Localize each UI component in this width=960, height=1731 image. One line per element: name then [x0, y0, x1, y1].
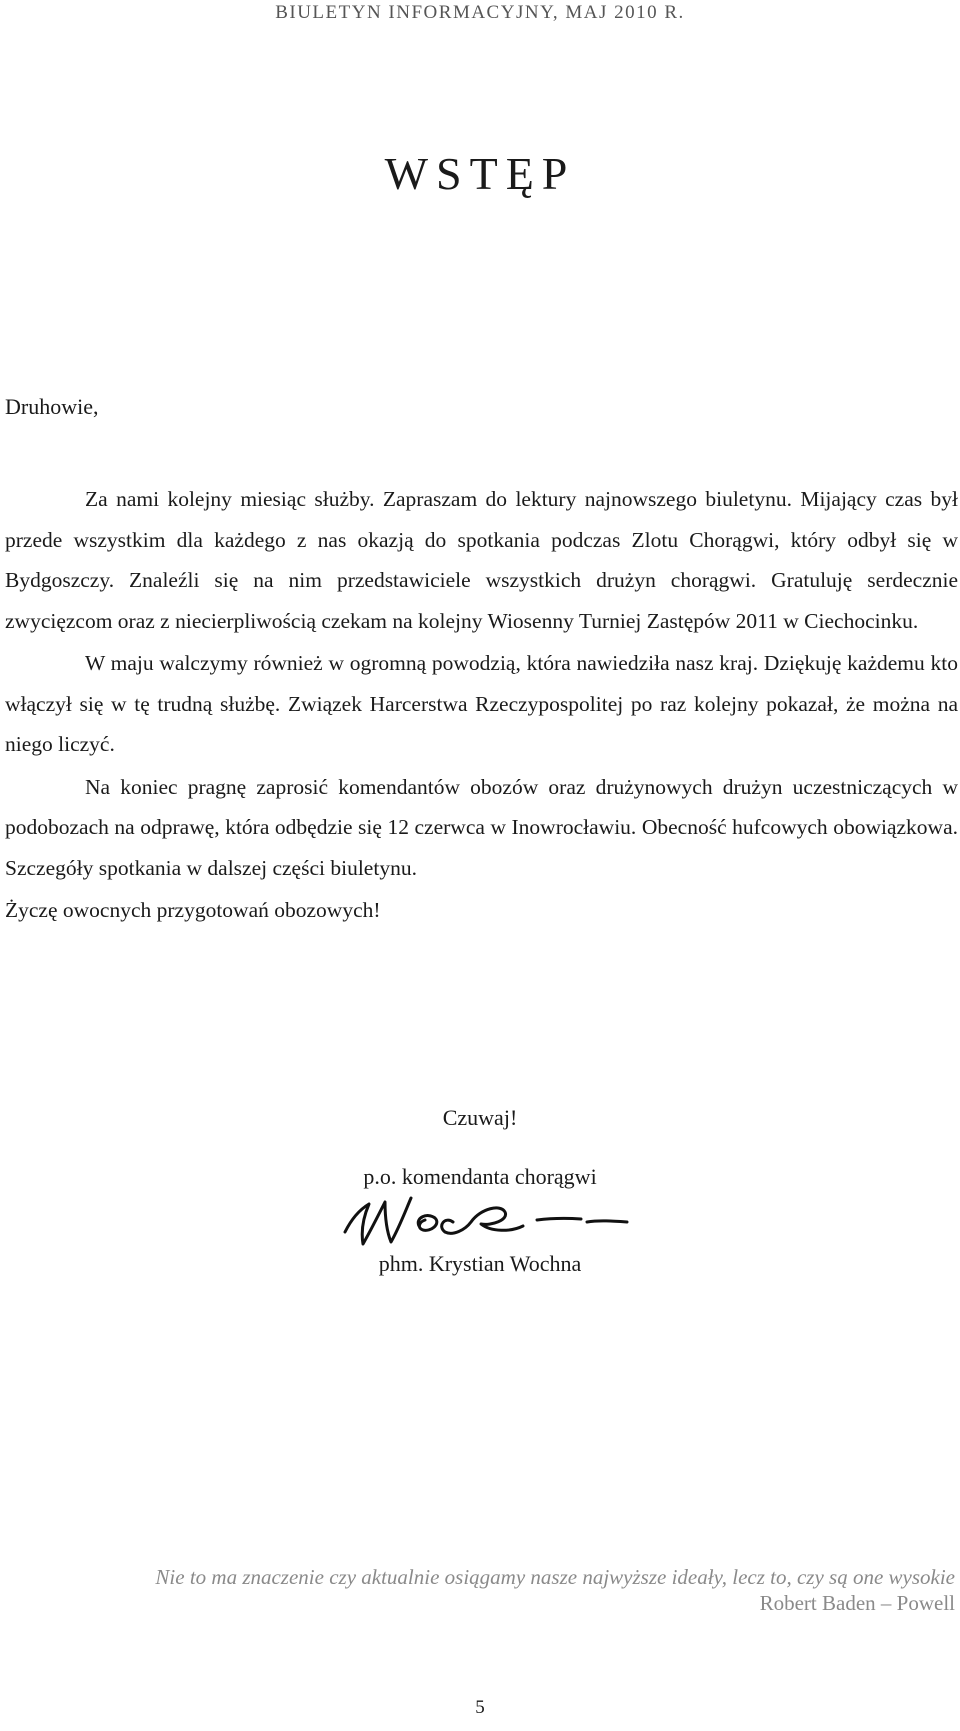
greeting: Druhowie,: [5, 394, 99, 419]
footer-quote: Nie to ma znaczenie czy aktualnie osiągamy nasze najwyższe ideały, lecz to, czy są one wysokie: [155, 1565, 955, 1589]
signatory-role: p.o. komendanta chorągwi: [363, 1164, 597, 1189]
signatory-name: phm. Krystian Wochna: [378, 1251, 582, 1276]
handwritten-signature-icon: [341, 1192, 631, 1250]
paragraph-3: Na koniec pragnę zaprosić komendantów obozów oraz drużynowych drużyn uczestniczących w podobozach na odprawę, która odbędzie się 12 czerwca w Inowrocławiu. Obecność hufcowych obowiązkowa. Szczegóły spotkania w dalszej części biuletynu.: [5, 774, 958, 880]
footer-quote-author: Robert Baden – Powell: [759, 1591, 955, 1615]
page-number: 5: [475, 1697, 485, 1718]
paragraph-2: W maju walczymy również w ogromną powodzią, która nawiedziła nasz kraj. Dziękuję każdemu kto włączył się w tę trudną służbę. Związek Harcerstwa Rzeczypospolitej po raz kolejny pokazał, że można na niego liczyć.: [5, 651, 958, 756]
closing-salute: Czuwaj!: [442, 1105, 518, 1130]
paragraph-1: Za nami kolejny miesiąc służby. Zapraszam do lektury najnowszego biuletynu. Mijający czas był przede wszystkim dla każdego z nas okazją do spotkania podczas Zlotu Chorągwi, który odbył się w Bydgoszczy. Znaleźli się na nim przedstawiciele wszystkich drużyn chorągwi. Gratuluję serdecznie zwycięzcom oraz z niecierpliwością czekam na kolejny Wiosenny Turniej Zastępów 2011 w Ciechocinku.: [5, 487, 958, 633]
running-header: BIULETYN INFORMACYJNY, MAJ 2010 R.: [275, 2, 685, 23]
letter-body: [5, 479, 958, 933]
page-title: WSTĘP: [384, 147, 576, 199]
paragraph-4: Życzę owocnych przygotowań obozowych!: [5, 898, 381, 922]
